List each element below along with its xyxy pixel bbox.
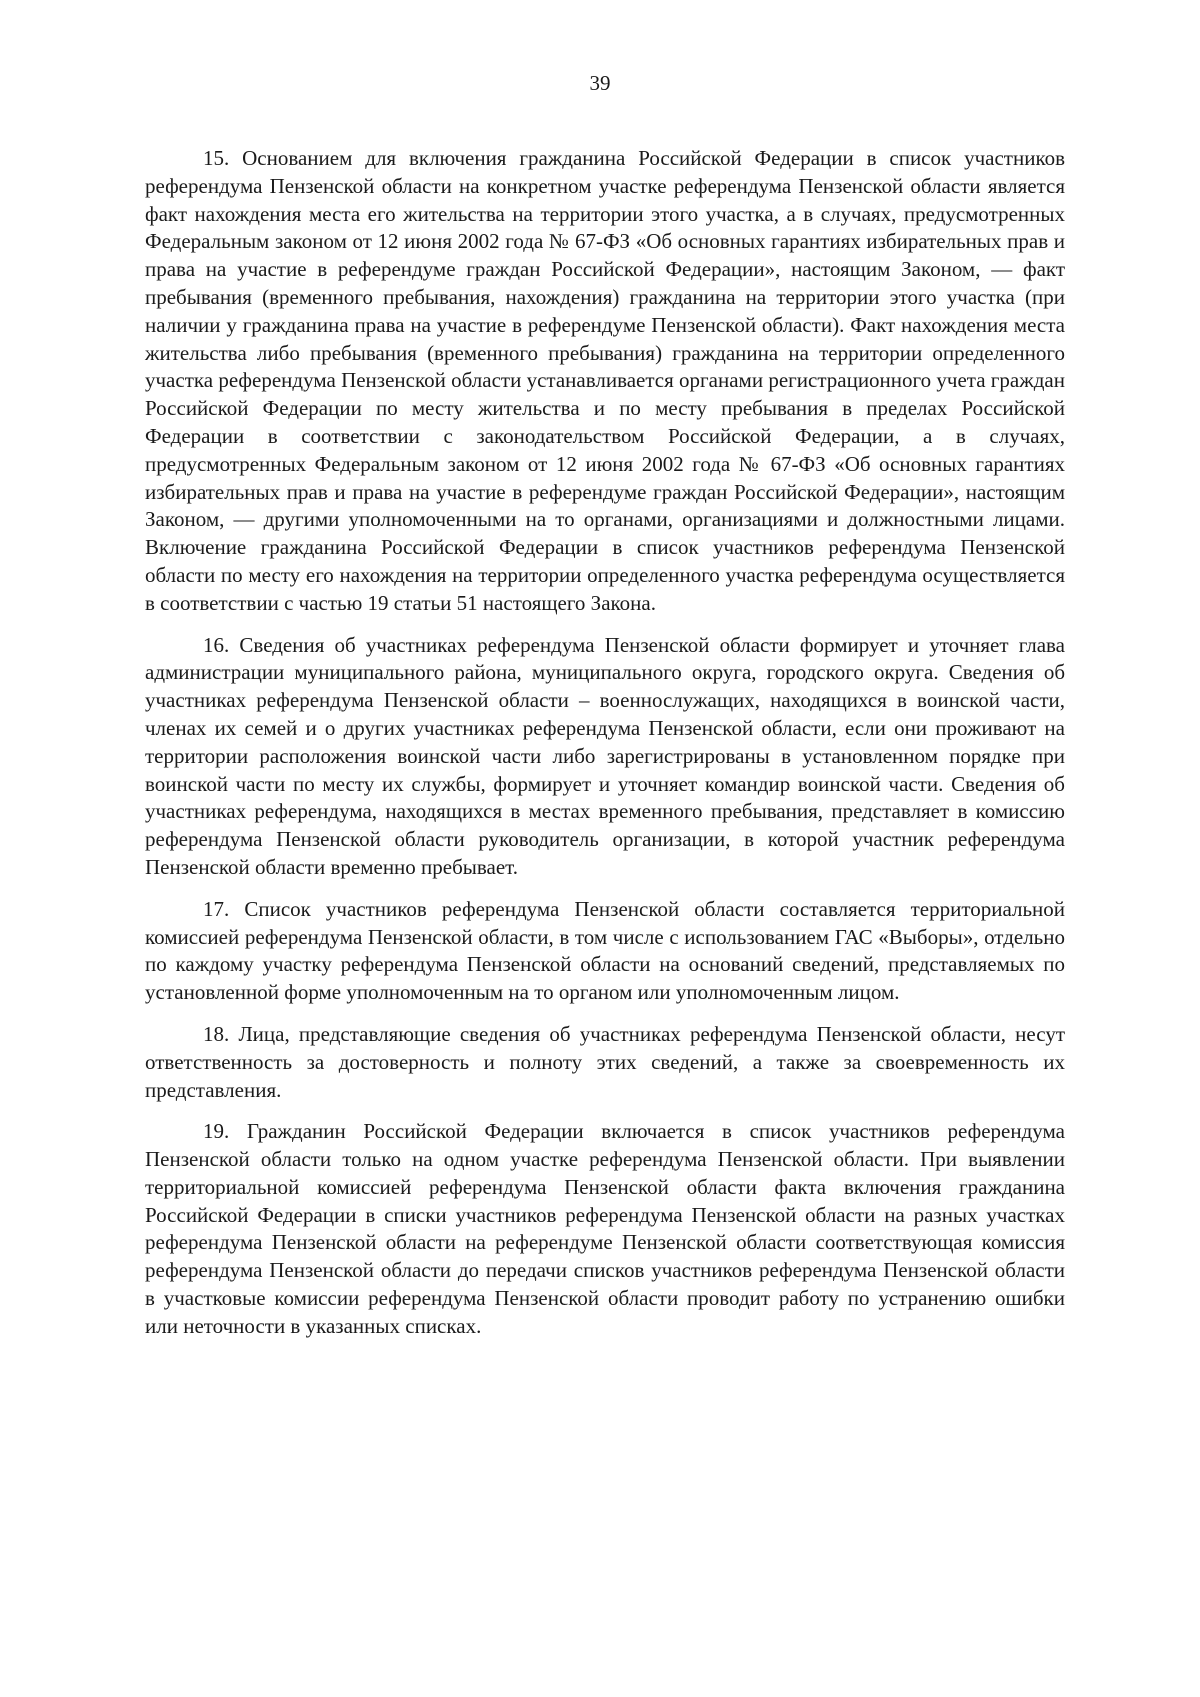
paragraph-15: 15. Основанием для включения гражданина Российской Федерации в список участников референдума Пензенской области на конкретном участке референдума Пензенской области является факт нахождения места его жительства на территории этого участка, а в случаях, предусмотренных Федеральным законом от 12 июня 2002 года № 67-ФЗ «Об основных гарантиях избирательных прав и права на участие в референдуме граждан Российской Федерации», настоящим Законом, — факт пребывания (временного пребывания, нахождения) гражданина на территории этого участка (при наличии у гражданина права на участие в референдуме Пензенской области). Факт нахождения места жительства либо пребывания (временного пребывания) гражданина на территории определенного участка референдума Пензенской области устанавливается органами регистрационного учета граждан Российской Федерации по месту жительства и по месту пребывания в пределах Российской Федерации в соответствии с законодательством Российской Федерации, а в случаях, предусмотренных Федеральным законом от 12 июня 2002 года № 67-ФЗ «Об основных гарантиях избирательных прав и права на участие в референдуме граждан Российской Федерации», настоящим Законом, — другими уполномоченными на то органами, организациями и должностными лицами. Включение гражданина Российской Федерации в список участников референдума Пензенской области по месту его нахождения на территории определенного участка референдума осуществляется в соответствии с частью 19 статьи 51 настоящего Закона.: [145, 146, 1065, 615]
paragraph-17: 17. Список участников референдума Пензенской области составляется территориальной комиссией референдума Пензенской области, в том числе с использованием ГАС «Выборы», отдельно по каждому участку референдума Пензенской области на оснований сведений, представляемых по установленной форме уполномоченным на то органом или уполномоченным лицом.: [145, 896, 1065, 1005]
paragraph-18: 18. Лица, представляющие сведения об участниках референдума Пензенской области, несут ответственность за достоверность и полноту этих сведений, а также за своевременность их представления.: [145, 1021, 1065, 1102]
paragraph-19: 19. Гражданин Российской Федерации включается в список участников референдума Пензенской области только на одном участке референдума Пензенской области. При выявлении территориальной комиссией референдума Пензенской области факта включения гражданина Российской Федерации в списки участников референдума Пензенской области на разных участках референдума Пензенской области на референдуме Пензенской области соответствующая комиссия референдума Пензенской области до передачи списков участников референдума Пензенской области в участковые комиссии референдума Пензенской области проводит работу по устранению ошибки или неточности в указанных списках.: [145, 1119, 1065, 1338]
paragraph-16: 16. Сведения об участниках референдума Пензенской области формирует и уточняет глава администрации муниципального района, муниципального округа, городского округа. Сведения об участниках референдума Пензенской области – военнослужащих, находящихся в воинской части, членах их семей и о других участниках референдума Пензенской области, если они проживают на территории расположения воинской части либо зарегистрированы в установленном порядке при воинской части по месту их службы, формирует и уточняет командир воинской части. Сведения об участниках референдума, находящихся в местах временного пребывания, представляет в комиссию референдума Пензенской области руководитель организации, в которой участник референдума Пензенской области временно пребывает.: [145, 632, 1065, 879]
page-number: 39: [589, 71, 611, 95]
document-body: [145, 145, 1065, 1355]
